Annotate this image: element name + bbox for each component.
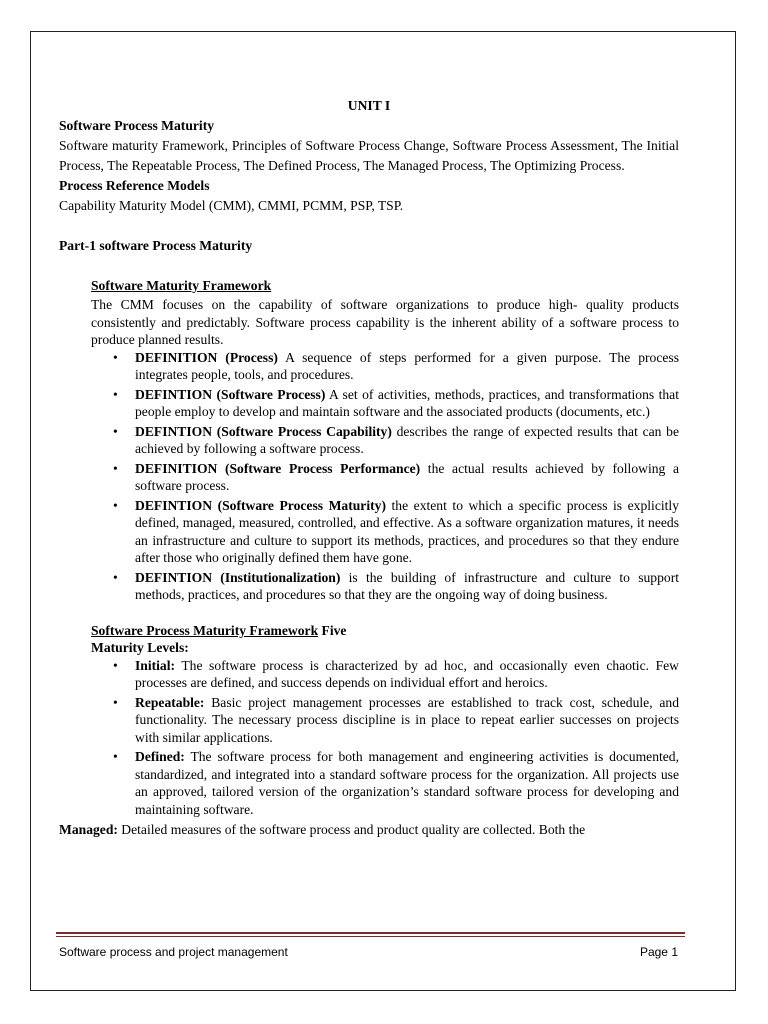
level-text: Basic project management processes are established to track cost, schedule, and functionality. The necessary process discipline is in place to repeat earlier successes on projects with similar applications.	[135, 694, 679, 745]
bullet-icon: •	[113, 460, 118, 476]
list-item	[113, 748, 679, 818]
definition-text: A set of activities, methods, practices, and transformations that people employ to develop and maintain software and the associated products (documents, etc.)	[135, 386, 679, 419]
definition-text: is the building of infrastructure and culture to support methods, practices, and procedures so that they are the ongoing way of doing business.	[135, 569, 679, 602]
definition-term: DEFINTION (Software Process Maturity)	[135, 497, 386, 513]
unit-title: UNIT I	[347, 98, 391, 113]
definition-term: DEFINITION (Process)	[135, 349, 278, 365]
bullet-icon: •	[113, 657, 118, 673]
definition-term: DEFINTION (Software Process Capability)	[135, 423, 392, 439]
levels-section	[59, 622, 679, 657]
definition-text: describes the range of expected results that can be achieved by following a software process.	[135, 423, 680, 456]
list-item	[113, 460, 679, 495]
list-item	[113, 657, 679, 692]
document-body	[59, 96, 679, 840]
framework-heading: Software Maturity Framework	[91, 278, 272, 293]
list-item	[113, 569, 679, 604]
levels-list	[59, 657, 679, 819]
definition-text: the extent to which a specific process is explicitly defined, managed, measured, controlled, and effective. As a software organization matures, it needs an infrastructure and culture to support its methods, practices, and procedures so that they endure after those who originally defined them have gone.	[135, 497, 679, 565]
page-number: Page 1	[639, 945, 678, 959]
bullet-icon: •	[113, 497, 118, 513]
definition-text: A sequence of steps performed for a given purpose. The process integrates people, tools, and procedures.	[135, 349, 679, 382]
managed-term: Managed:	[59, 822, 118, 837]
bullet-icon: •	[113, 423, 118, 439]
levels-heading	[91, 622, 679, 640]
level-term: Initial:	[135, 657, 176, 673]
level-term: Repeatable:	[135, 694, 205, 710]
framework-section	[59, 276, 679, 349]
level-text: The software process is characterized by ad hoc, and occasionally even chaotic. Few processes are defined, and success depends on individual effort and heroics.	[135, 657, 679, 690]
intro-topics-text: Software maturity Framework, Principles of Software Process Change, Software Process Assessment, The Initial Process, The Repeatable Process, The Defined Process, The Managed Process, The Optimizing Process.	[59, 138, 679, 173]
intro-heading-maturity: Software Process Maturity	[59, 118, 215, 133]
definition-term: DEFINTION (Software Process)	[135, 386, 326, 402]
framework-text: The CMM focuses on the capability of software organizations to produce high- quality products consistently and predictably. Software process capability is the inherent ability of a software process to produce planned results.	[91, 297, 679, 347]
managed-text: Detailed measures of the software process and product quality are collected. Both the	[117, 822, 586, 837]
list-item	[113, 423, 680, 458]
list-item	[113, 349, 679, 384]
bullet-icon: •	[113, 694, 118, 710]
part-heading: Part-1 software Process Maturity	[59, 238, 253, 253]
list-item	[113, 497, 679, 567]
footer-divider-thin	[56, 936, 685, 937]
levels-heading-underlined: Software Process Maturity Framework	[91, 622, 319, 638]
bullet-icon: •	[113, 569, 118, 585]
bullet-icon: •	[113, 749, 118, 764]
list-item	[113, 386, 679, 421]
levels-subheading: Maturity Levels:	[91, 640, 189, 655]
footer-title: Software process and project management	[59, 945, 288, 959]
level-term: Defined:	[135, 749, 185, 764]
intro-heading-models: Process Reference Models	[59, 178, 210, 193]
bullet-icon: •	[113, 386, 118, 402]
footer-divider	[56, 932, 685, 934]
definition-list	[59, 349, 679, 604]
levels-heading-rest: Five	[318, 622, 347, 638]
definition-text: the actual results achieved by following a software process.	[135, 460, 679, 493]
bullet-icon: •	[113, 349, 118, 365]
definition-term: DEFINTION (Institutionalization)	[135, 569, 341, 585]
level-text: The software process for both management and engineering activities is documented, standardized, and integrated into a standard software process for the organization. All projects use an approved, tailored version of the organization’s standard software process for developing and maintaining software.	[135, 749, 679, 817]
definition-term: DEFINITION (Software Process Performance)	[135, 460, 421, 476]
managed-paragraph	[59, 820, 679, 840]
intro-models-text: Capability Maturity Model (CMM), CMMI, PCMM, PSP, TSP.	[59, 198, 404, 213]
list-item	[113, 694, 679, 747]
